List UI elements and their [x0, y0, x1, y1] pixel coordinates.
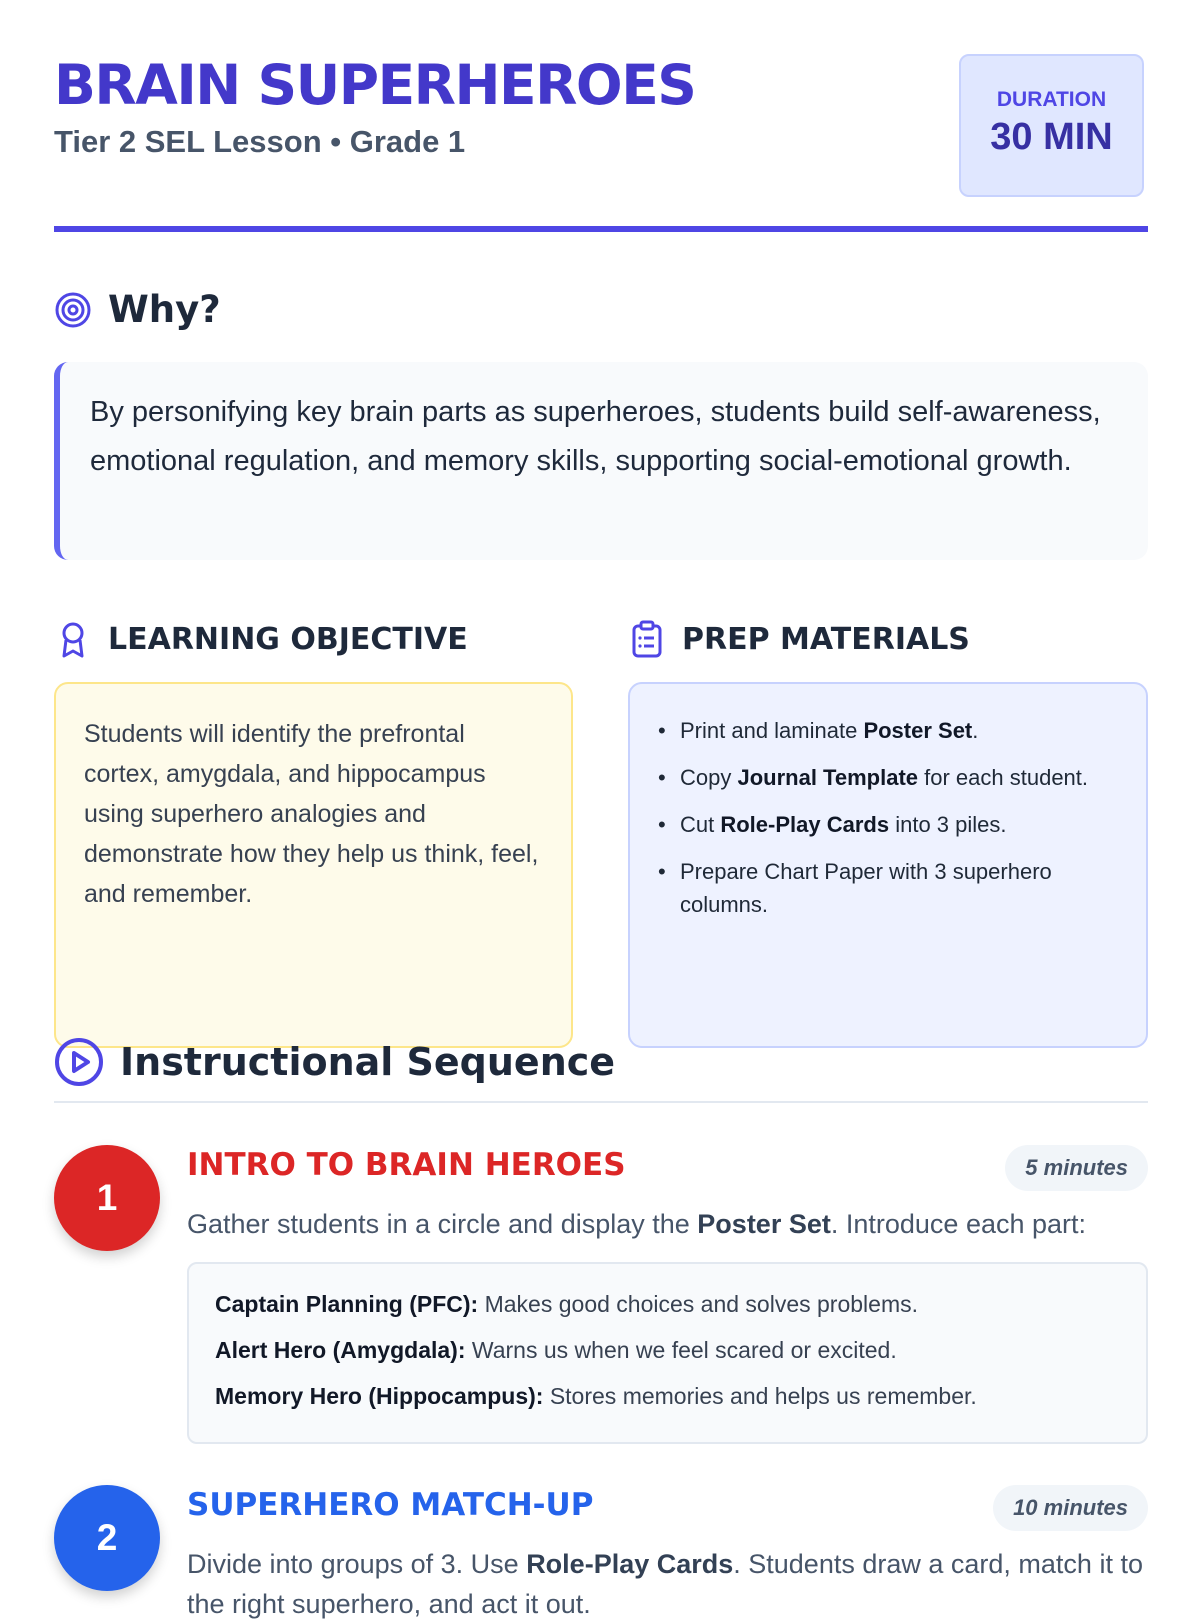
hero-item: Memory Hero (Hippocampus): Stores memories and helps us remember.	[215, 1383, 977, 1409]
prep-box	[628, 682, 1148, 1048]
duration-badge	[959, 54, 1144, 197]
step-number-badge: 1	[54, 1145, 160, 1251]
step-duration: 10 minutes	[993, 1485, 1148, 1531]
step-number-badge: 2	[54, 1485, 160, 1591]
prep-list	[658, 714, 1118, 921]
prep-heading: PREP MATERIALS	[682, 621, 970, 657]
sequence-divider	[54, 1101, 1148, 1103]
why-section-header	[54, 288, 221, 331]
duration-value: 30 MIN	[990, 116, 1113, 158]
step-duration: 5 minutes	[1005, 1145, 1148, 1191]
prep-item: • Prepare Chart Paper with 3 superhero columns.	[658, 855, 1118, 921]
sequence-section-header	[54, 1036, 615, 1088]
prep-item: • Cut Role-Play Cards into 3 piles.	[658, 808, 1118, 841]
page-subtitle: Tier 2 SEL Lesson • Grade 1	[54, 124, 466, 159]
step-description: Divide into groups of 3. Use Role-Play Cards. Students draw a card, match it to the right superhero, and act it out.	[187, 1549, 1143, 1619]
hero-item: Captain Planning (PFC): Makes good choices and solves problems.	[215, 1291, 919, 1317]
prep-item: • Copy Journal Template for each student.	[658, 761, 1118, 794]
step-title: INTRO TO BRAIN HEROES	[187, 1147, 626, 1183]
sequence-heading: Instructional Sequence	[120, 1040, 616, 1084]
award-ribbon-icon	[54, 620, 92, 658]
clipboard-icon	[628, 620, 666, 658]
objective-box: Students will identify the prefrontal cortex, amygdala, and hippocampus using superhero analogies and demonstrate how they help us think, feel, and remember.	[54, 682, 573, 1048]
hero-list-box	[187, 1262, 1148, 1444]
why-heading: Why?	[108, 288, 221, 331]
hero-item: Alert Hero (Amygdala): Warns us when we feel scared or excited.	[215, 1337, 897, 1363]
step-title: SUPERHERO MATCH-UP	[187, 1487, 594, 1523]
duration-label: DURATION	[996, 88, 1107, 111]
page-title: BRAIN SUPERHEROES	[54, 53, 696, 117]
lesson-page	[54, 0, 1148, 1619]
objective-heading: LEARNING OBJECTIVE	[108, 621, 468, 657]
target-icon	[54, 291, 92, 329]
prep-section-header	[628, 620, 970, 658]
objective-section-header	[54, 620, 468, 658]
step-description: Gather students in a circle and display the Poster Set. Introduce each part:	[187, 1209, 1087, 1239]
header-divider	[54, 226, 1148, 232]
prep-item: • Print and laminate Poster Set.	[658, 714, 1118, 747]
play-circle-icon	[54, 1036, 106, 1088]
why-box: By personifying key brain parts as superheroes, students build self-awareness, emotional regulation, and memory skills, supporting social-emotional growth.	[54, 362, 1148, 560]
